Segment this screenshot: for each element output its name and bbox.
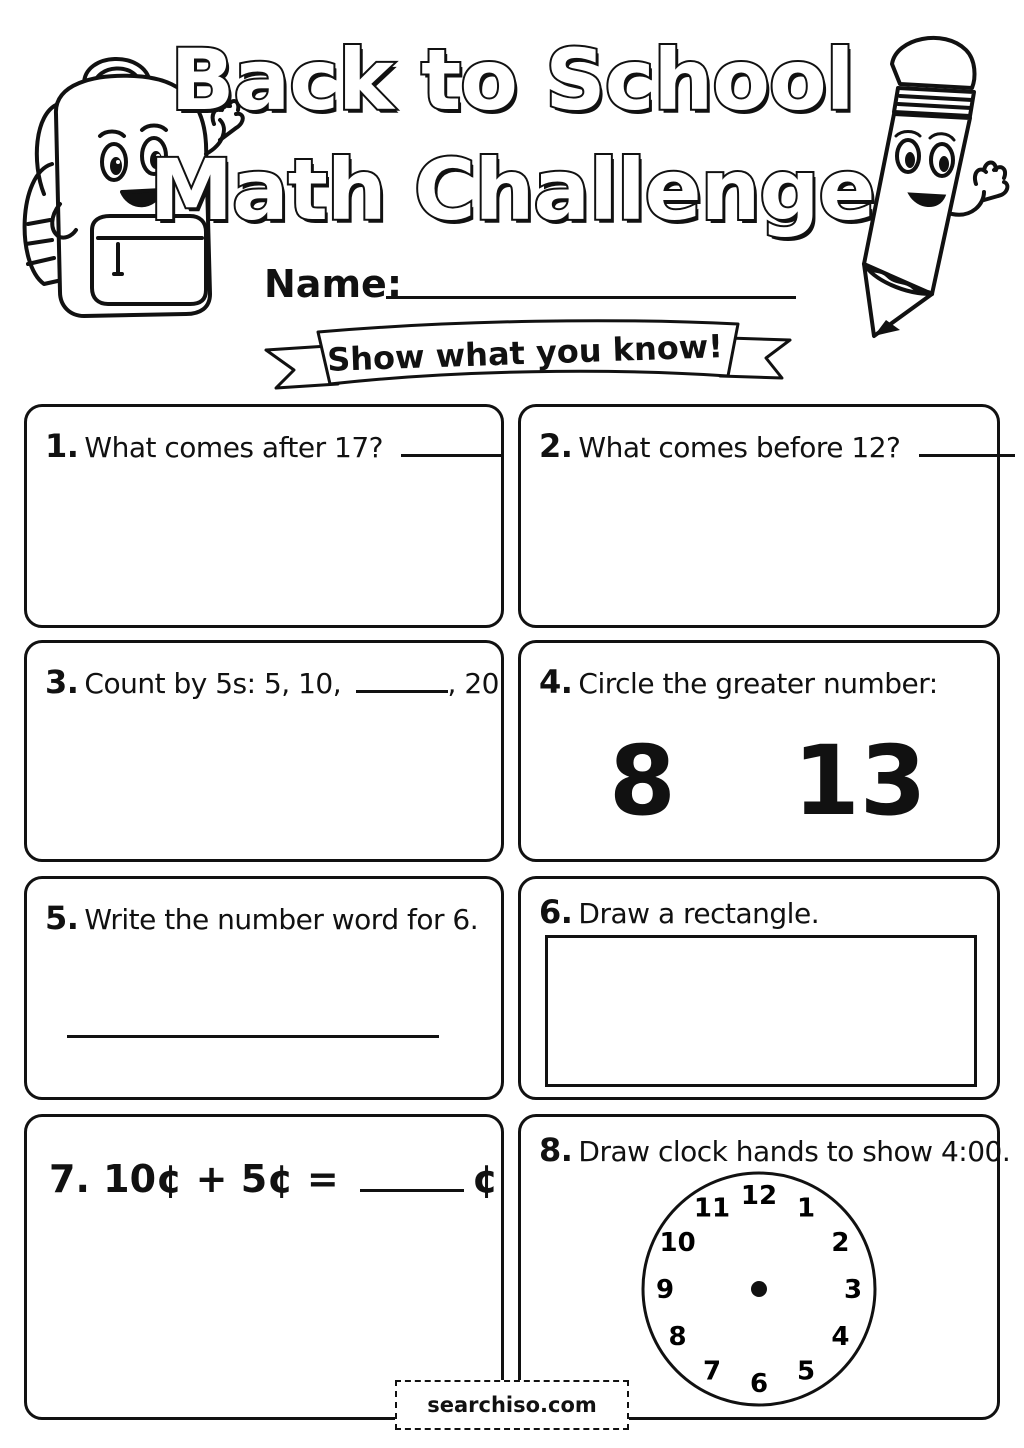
question-8 bbox=[539, 1131, 1011, 1169]
clock-number-5: 5 bbox=[796, 1356, 816, 1387]
question-card-1 bbox=[24, 404, 504, 628]
clock-number-6: 6 bbox=[749, 1369, 769, 1399]
page-title-line-1: Back to School bbox=[170, 31, 854, 129]
question-number: 7. bbox=[49, 1157, 90, 1201]
footer-watermark: searchiso.com bbox=[395, 1380, 629, 1430]
question-text: Write the number word for 6. bbox=[84, 903, 479, 936]
clock-number-1: 1 bbox=[796, 1193, 816, 1224]
banner-text: Show what you know! bbox=[326, 327, 724, 379]
question-card-5 bbox=[24, 876, 504, 1100]
question-card-6 bbox=[518, 876, 1000, 1100]
clock-number-4: 4 bbox=[831, 1322, 850, 1352]
question-1 bbox=[45, 427, 483, 465]
answer-line[interactable] bbox=[67, 1035, 439, 1038]
name-label: Name: bbox=[264, 262, 403, 306]
number-option-8[interactable]: 8 bbox=[609, 725, 676, 837]
clock-number-10: 10 bbox=[659, 1228, 696, 1258]
clock-number-11: 11 bbox=[693, 1193, 731, 1224]
question-card-7 bbox=[24, 1114, 504, 1420]
question-text: Circle the greater number: bbox=[578, 667, 938, 700]
clock-number-12: 12 bbox=[740, 1181, 778, 1211]
question-text: What comes before 12? bbox=[578, 431, 901, 464]
question-number: 3. bbox=[45, 663, 79, 701]
clock-face[interactable] bbox=[639, 1169, 879, 1409]
page-title-line-2: Math Challenge bbox=[149, 141, 875, 239]
question-number: 2. bbox=[539, 427, 573, 465]
clock-number-2: 2 bbox=[831, 1228, 850, 1258]
money-unit: ¢ bbox=[471, 1157, 499, 1201]
question-card-2 bbox=[518, 404, 1000, 628]
question-text: Count by 5s: 5, 10, bbox=[84, 667, 342, 700]
question-text-end: , 20 bbox=[447, 667, 499, 700]
question-number: 1. bbox=[45, 427, 79, 465]
question-card-3 bbox=[24, 640, 504, 862]
question-number: 4. bbox=[539, 663, 573, 701]
answer-blank[interactable] bbox=[401, 430, 503, 457]
question-2 bbox=[539, 427, 979, 465]
clock-number-3: 3 bbox=[843, 1275, 863, 1305]
question-text: What comes after 17? bbox=[84, 431, 384, 464]
answer-blank[interactable] bbox=[360, 1161, 464, 1192]
clock-center-dot bbox=[751, 1281, 767, 1297]
question-number: 5. bbox=[45, 899, 79, 937]
clock-number-8: 8 bbox=[668, 1322, 687, 1352]
question-text: Draw clock hands to show 4:00. bbox=[578, 1135, 1011, 1168]
clock-number-9: 9 bbox=[655, 1275, 675, 1305]
question-number: 6. bbox=[539, 893, 573, 931]
question-text: Draw a rectangle. bbox=[578, 897, 820, 930]
name-answer-line[interactable] bbox=[386, 296, 796, 299]
question-3 bbox=[45, 663, 499, 701]
answer-blank[interactable] bbox=[919, 430, 1015, 457]
question-card-8 bbox=[518, 1114, 1011, 1420]
money-expression: 10¢ + 5¢ = bbox=[103, 1157, 339, 1201]
question-card-4 bbox=[518, 640, 1000, 862]
answer-blank[interactable] bbox=[356, 666, 448, 693]
number-option-13[interactable]: 13 bbox=[793, 725, 927, 837]
question-5 bbox=[45, 899, 483, 937]
question-7 bbox=[49, 1157, 498, 1201]
question-6 bbox=[539, 893, 979, 931]
drawing-area[interactable] bbox=[545, 935, 977, 1087]
question-4 bbox=[539, 663, 979, 701]
question-number: 8. bbox=[539, 1131, 573, 1169]
clock-number-7: 7 bbox=[702, 1356, 722, 1387]
